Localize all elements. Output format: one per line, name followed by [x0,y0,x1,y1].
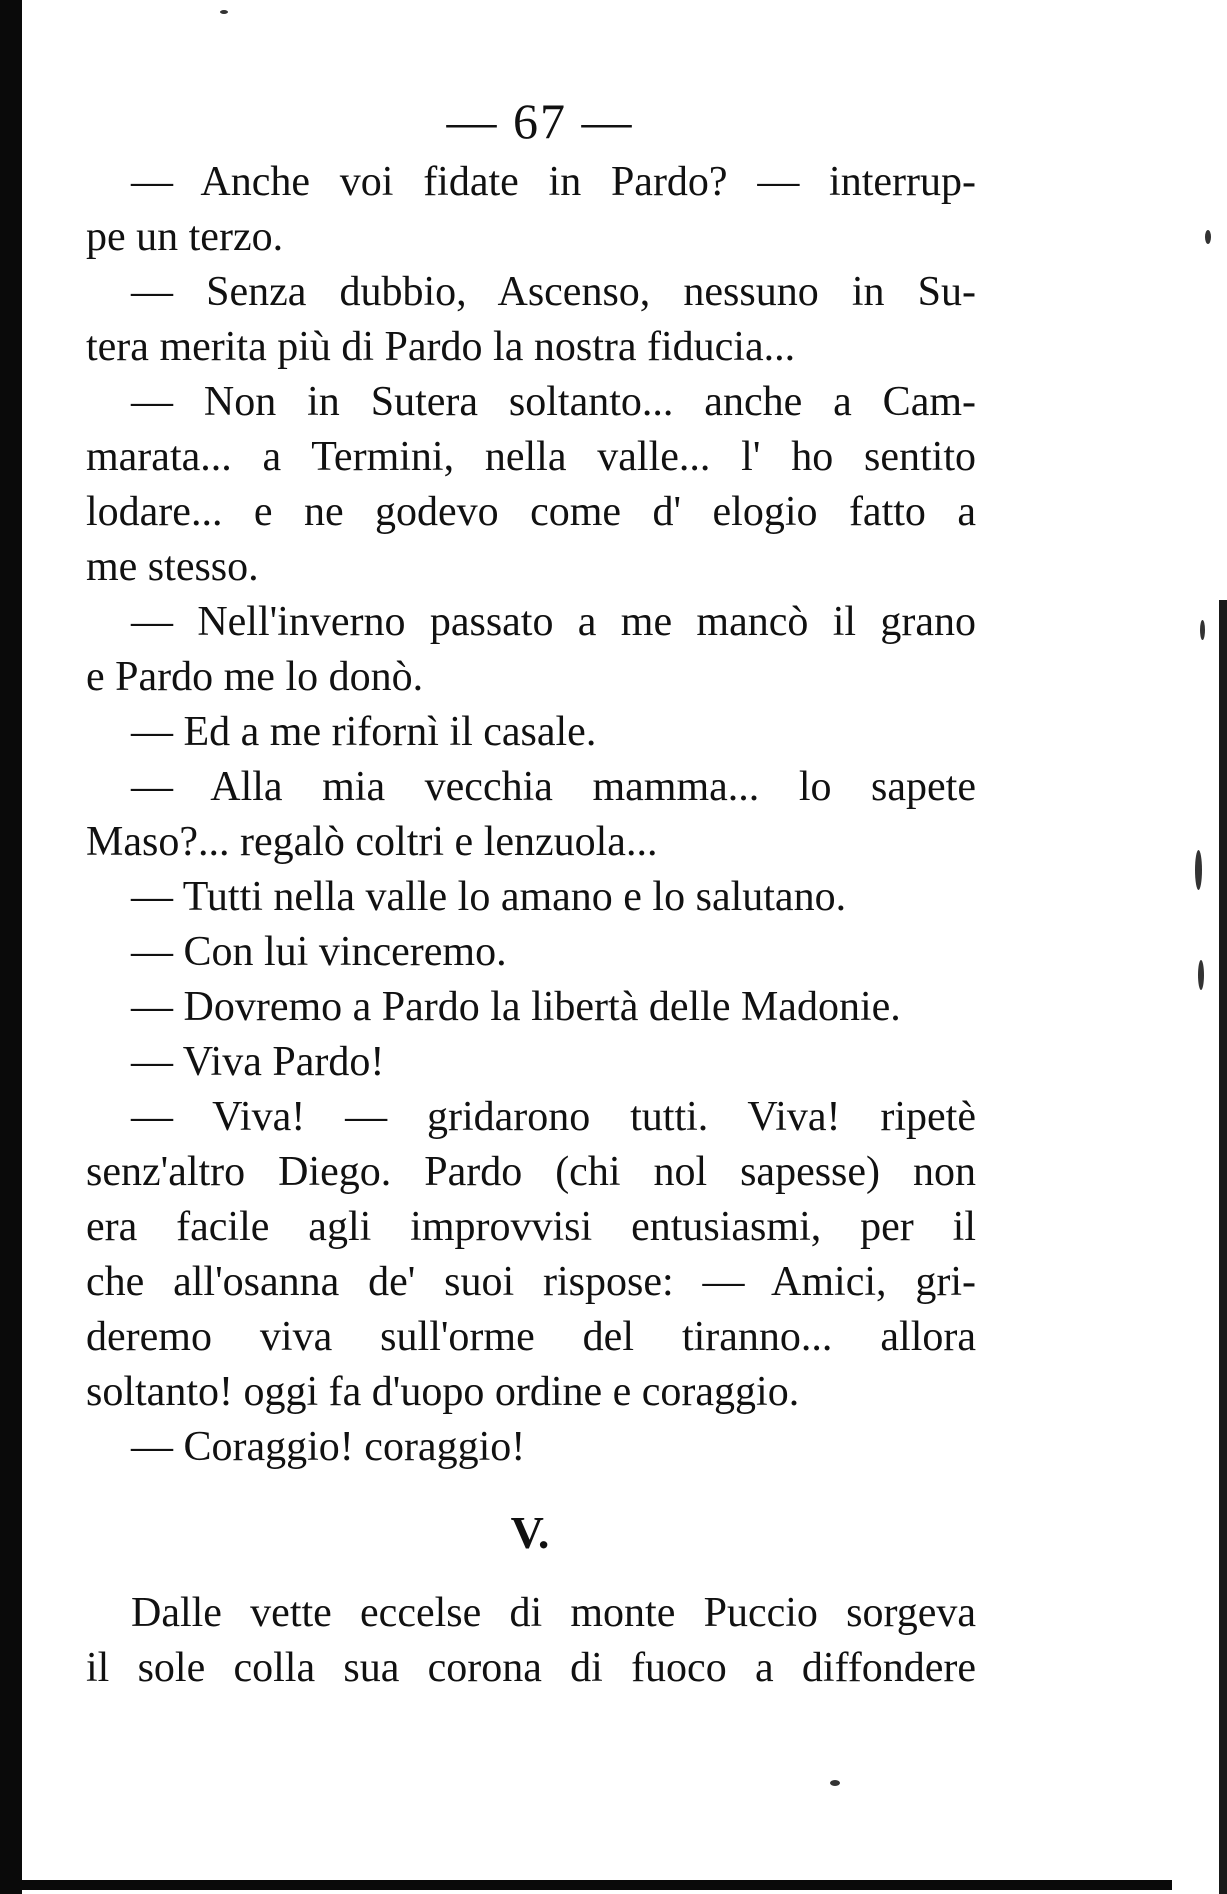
text-line: — Coraggio! coraggio! [131,1424,526,1470]
chapter-heading: V. [510,1507,550,1558]
text-line: — Ed a me rifornì il casale. [131,709,597,755]
text-line: — Senza dubbio, Ascenso, nessuno in Su- [131,269,976,315]
text-line: — Viva Pardo! [131,1039,385,1085]
right-edge-shadow [1219,600,1227,1894]
text-line: pe un terzo. [86,214,284,260]
scan-speck [220,10,228,14]
text-line: lodare... e ne godevo come d' elogio fatto a [86,489,976,535]
chapter-opening-text [86,1586,976,1696]
text-line: soltanto! oggi fa d'uopo ordine e coraggio. [86,1369,800,1415]
scan-speck [1195,850,1202,890]
text-line: — Alla mia vecchia mamma... lo sapete [131,764,976,810]
scan-speck [1205,230,1211,244]
text-line: senz'altro Diego. Pardo (chi nol sapesse) non [86,1149,976,1195]
text-line: — Non in Sutera soltanto... anche a Cam- [131,379,976,425]
text-line: — Anche voi fidate in Pardo? — interrup- [131,159,976,205]
text-line: e Pardo me lo donò. [86,654,424,700]
text-line: tera merita più di Pardo la nostra fiducia... [86,324,796,370]
text-line: il sole colla sua corona di fuoco a diffondere [86,1645,976,1691]
binding-shadow [0,0,22,1894]
scan-speck [1198,960,1204,990]
text-line: marata... a Termini, nella valle... l' ho sentito [86,434,976,480]
text-line: deremo viva sull'orme del tiranno... allora [86,1314,976,1360]
text-line: che all'osanna de' suoi rispose: — Amici, gri- [86,1259,976,1305]
dialogue-text [86,155,976,1475]
text-line: me stesso. [86,544,259,590]
text-line: era facile agli improvvisi entusiasmi, per il [86,1204,976,1250]
text-line: — Nell'inverno passato a me mancò il grano [131,599,976,645]
text-line: — Dovremo a Pardo la libertà delle Madonie. [131,984,901,1030]
scan-speck [830,1780,840,1786]
bottom-edge-shadow [22,1880,1172,1890]
text-line: — Viva! — gridarono tutti. Viva! ripetè [131,1094,976,1140]
page-number: — 67 — [446,93,634,149]
text-line: Dalle vette eccelse di monte Puccio sorgeva [131,1590,976,1636]
text-line: — Con lui vinceremo. [131,929,507,975]
text-line: Maso?... regalò coltri e lenzuola... [86,819,658,865]
text-line: — Tutti nella valle lo amano e lo salutano. [131,874,847,920]
scan-speck [1200,620,1205,640]
